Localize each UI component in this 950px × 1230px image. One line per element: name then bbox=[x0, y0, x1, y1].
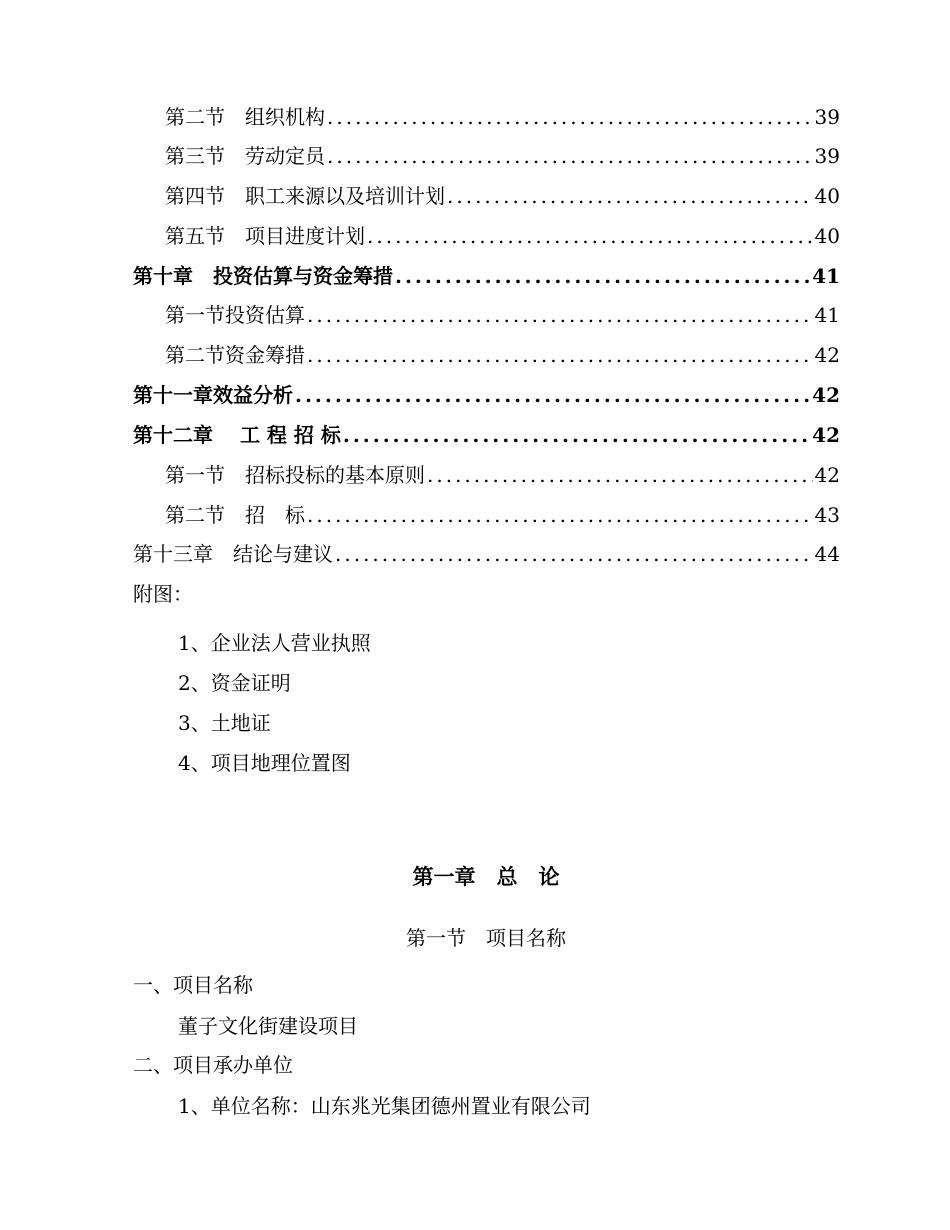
appendix-title: 附图： bbox=[133, 582, 193, 606]
toc-page-number: 42 bbox=[812, 423, 840, 447]
toc-page-number: 39 bbox=[814, 144, 840, 168]
toc-leader-dots bbox=[307, 300, 813, 330]
toc-leader-dots bbox=[367, 221, 813, 251]
appendix-item: 2、资金证明 bbox=[178, 671, 291, 695]
item-content: 1、单位名称：山东兆光集团德州置业有限公司 bbox=[178, 1094, 591, 1118]
toc-label: 第二节 组织机构 bbox=[165, 105, 325, 129]
toc-page-number: 41 bbox=[812, 264, 840, 288]
toc-leader-dots bbox=[343, 420, 810, 450]
item-title: 一、项目名称 bbox=[133, 973, 253, 997]
toc-page-number: 44 bbox=[814, 542, 840, 566]
appendix-item: 3、土地证 bbox=[178, 711, 271, 735]
toc-leader-dots bbox=[327, 102, 813, 132]
toc-page-number: 42 bbox=[814, 463, 840, 487]
toc-label: 第四节 职工来源以及培训计划 bbox=[165, 184, 445, 208]
toc-row-section[interactable] bbox=[165, 500, 840, 530]
toc-row-section[interactable] bbox=[165, 300, 840, 330]
toc-row-section[interactable] bbox=[165, 221, 840, 251]
toc-row-section[interactable] bbox=[165, 460, 840, 490]
toc-row-chapter[interactable] bbox=[133, 261, 840, 291]
toc-leader-dots bbox=[427, 460, 813, 490]
chapter-heading: 第一章 总 论 bbox=[412, 864, 560, 889]
item-title: 二、项目承办单位 bbox=[133, 1053, 293, 1077]
toc-label: 第三节 劳动定员 bbox=[165, 144, 325, 168]
toc-label: 第一节投资估算 bbox=[165, 303, 305, 327]
toc-leader-dots bbox=[327, 141, 813, 171]
toc-label: 第五节 项目进度计划 bbox=[165, 224, 365, 248]
toc-row-section[interactable] bbox=[165, 102, 840, 132]
toc-row-chapter[interactable] bbox=[133, 420, 840, 450]
appendix-item: 4、项目地理位置图 bbox=[178, 751, 351, 775]
toc-page-number: 40 bbox=[814, 184, 840, 208]
toc-label: 第十章 投资估算与资金筹措 bbox=[133, 264, 393, 288]
toc-row-section[interactable] bbox=[165, 141, 840, 171]
toc-label: 第一节 招标投标的基本原则 bbox=[165, 463, 425, 487]
toc-leader-dots bbox=[447, 181, 813, 211]
toc-row-chapter[interactable] bbox=[133, 380, 840, 410]
appendix-item: 1、企业法人营业执照 bbox=[178, 631, 371, 655]
toc-page-number: 43 bbox=[814, 503, 840, 527]
toc-leader-dots bbox=[335, 539, 813, 569]
toc-leader-dots bbox=[395, 261, 810, 291]
toc-page-number: 42 bbox=[812, 383, 840, 407]
toc-page-number: 40 bbox=[814, 224, 840, 248]
toc-label: 第二节 招 标 bbox=[165, 503, 305, 527]
toc-page-number: 42 bbox=[814, 343, 840, 367]
toc-page-number: 39 bbox=[814, 105, 840, 129]
toc-row-chapter[interactable] bbox=[133, 539, 840, 569]
toc-label: 第十三章 结论与建议 bbox=[133, 542, 333, 566]
toc-row-section[interactable] bbox=[165, 340, 840, 370]
toc-row-section[interactable] bbox=[165, 181, 840, 211]
item-content: 董子文化街建设项目 bbox=[178, 1014, 358, 1038]
toc-label: 第二节资金筹措 bbox=[165, 343, 305, 367]
toc-label: 第十二章 工 程 招 标 bbox=[133, 423, 341, 447]
toc-page-number: 41 bbox=[814, 303, 840, 327]
toc-leader-dots bbox=[307, 500, 813, 530]
toc-label: 第十一章效益分析 bbox=[133, 383, 293, 407]
toc-leader-dots bbox=[295, 380, 810, 410]
section-heading: 第一节 项目名称 bbox=[406, 926, 566, 950]
toc-leader-dots bbox=[307, 340, 813, 370]
